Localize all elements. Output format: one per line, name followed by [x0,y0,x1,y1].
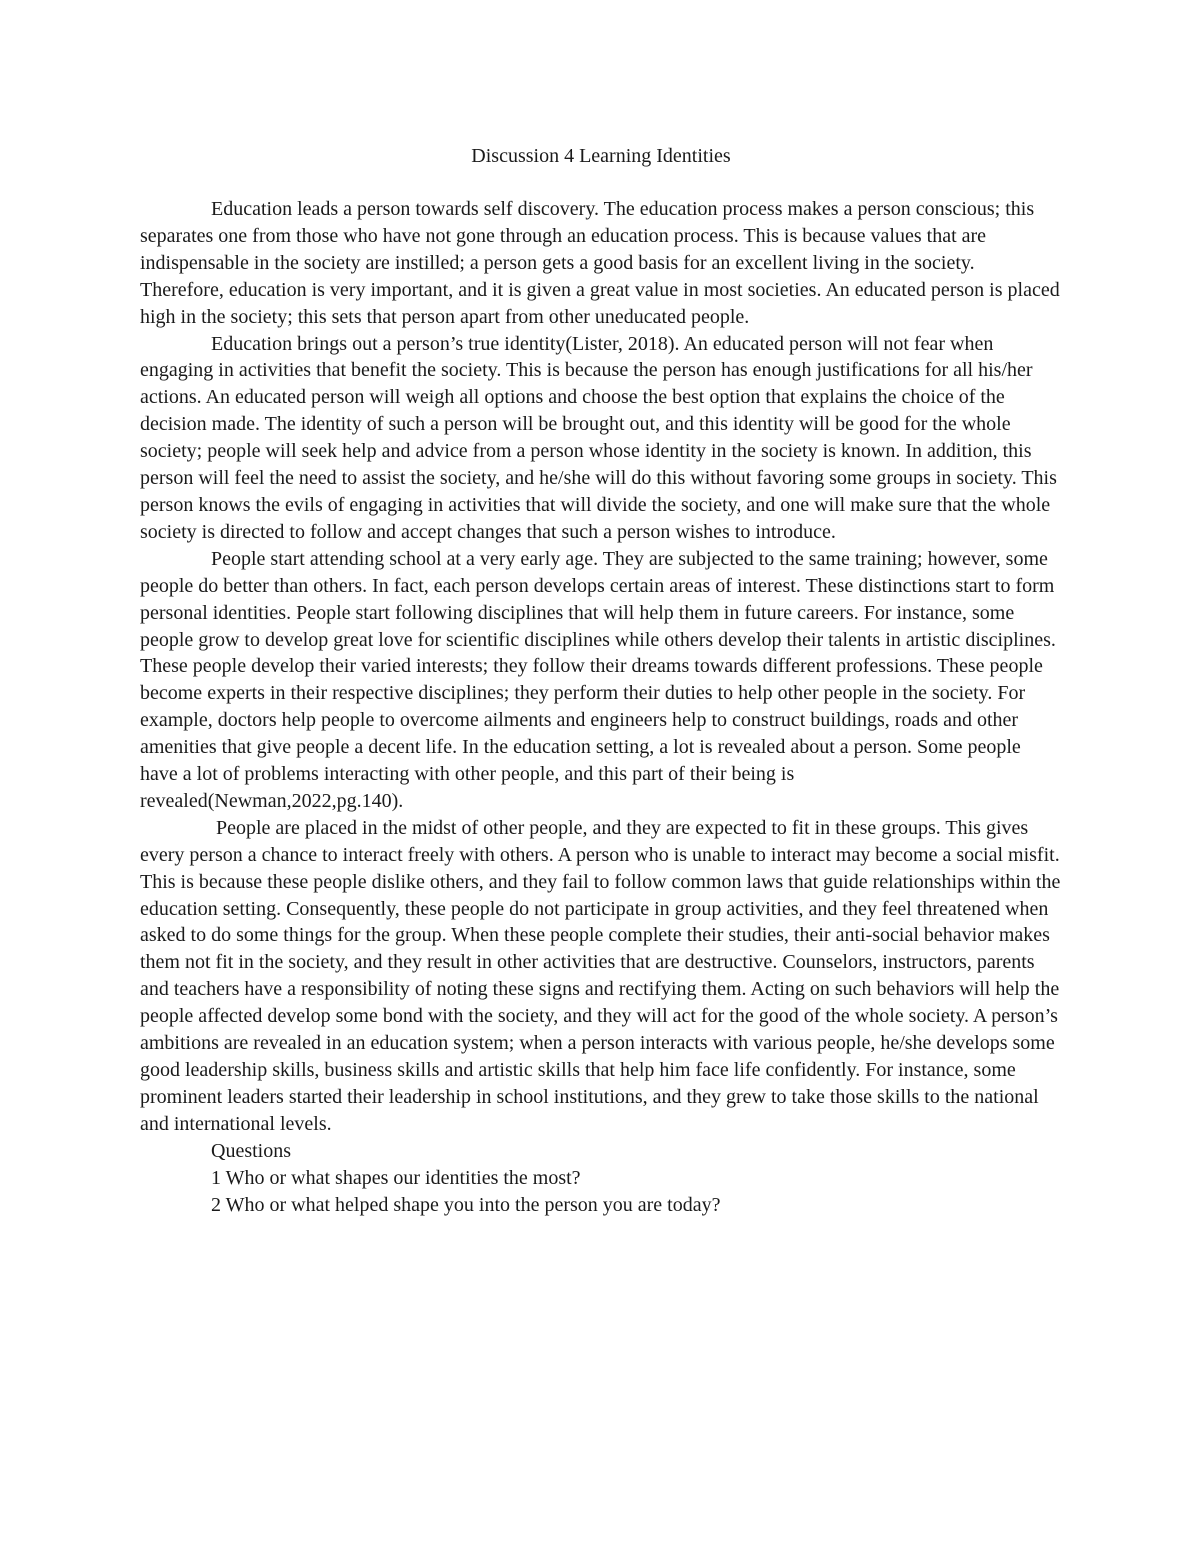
paragraph-3: People start attending school at a very early age. They are subjected to the same training; however, some people do better than others. In fact, each person develops certain areas of interest. These distinctions start to form personal identities. People start following disciplines that will help them in future careers. For instance, some people grow to develop great love for scientific disciplines while others develop their talents in artistic disciplines. These people develop their varied interests; they follow their dreams towards different professions. These people become experts in their respective disciplines; they perform their duties to help other people in the society. For example, doctors help people to overcome ailments and engineers help to construct buildings, roads and other amenities that give people a decent life. In the education setting, a lot is revealed about a person. Some people have a lot of problems interacting with other people, and this part of their being is revealed(Newman,2022,pg.140). [140,547,1056,812]
questions-heading: Questions [211,1139,291,1162]
document-body [140,142,1066,1218]
question-2: 2 Who or what helped shape you into the person you are today? [211,1193,721,1216]
paragraph-4: People are placed in the midst of other people, and they are expected to fit in these groups. This gives every person a chance to interact freely with others. A person who is unable to interact may become a social misfit. This is because these people dislike others, and they fail to follow common laws that guide relationships within the education setting. Consequently, these people do not participate in group activities, and they feel threatened when asked to do some things for the group. When these people complete their studies, their anti-social behavior makes them not fit in the society, and they result in other activities that are destructive. Counselors, instructors, parents and teachers have a responsibility of noting these signs and rectifying them. Acting on such behaviors will help the people affected develop some bond with the society, and they will act for the good of the whole society. A person’s ambitions are revealed in an education system; when a person interacts with various people, he/she develops some good leadership skills, business skills and artistic skills that help him face life confidently. For instance, some prominent leaders started their leadership in school institutions, and they grew to take those skills to the national and international levels. [140,816,1066,1135]
question-1: 1 Who or what shapes our identities the most? [211,1166,581,1189]
paragraph-2: Education brings out a person’s true identity(Lister, 2018). An educated person will not fear when engaging in activities that benefit the society. This is because the person has enough justifications for all his/her actions. An educated person will weigh all options and choose the best option that explains the choice of the decision made. The identity of such a person will be brought out, and this identity will be good for the whole society; people will seek help and advice from a person whose identity in the society is known. In addition, this person will feel the need to assist the society, and he/she will do this without favoring some groups in society. This person knows the evils of engaging in activities that will divide the society, and one will make sure that the whole society is directed to follow and accept changes that such a person wishes to introduce. [140,332,1057,543]
document-title: Discussion 4 Learning Identities [471,145,731,167]
paragraph-1: Education leads a person towards self discovery. The education process makes a person conscious; this separates one from those who have not gone through an education process. This is because values that are indispensable in the society are instilled; a person gets a good basis for an excellent living in the society. Therefore, education is very important, and it is given a great value in most societies. An educated person is placed high in the society; this sets that person apart from other uneducated people. [140,198,1060,328]
